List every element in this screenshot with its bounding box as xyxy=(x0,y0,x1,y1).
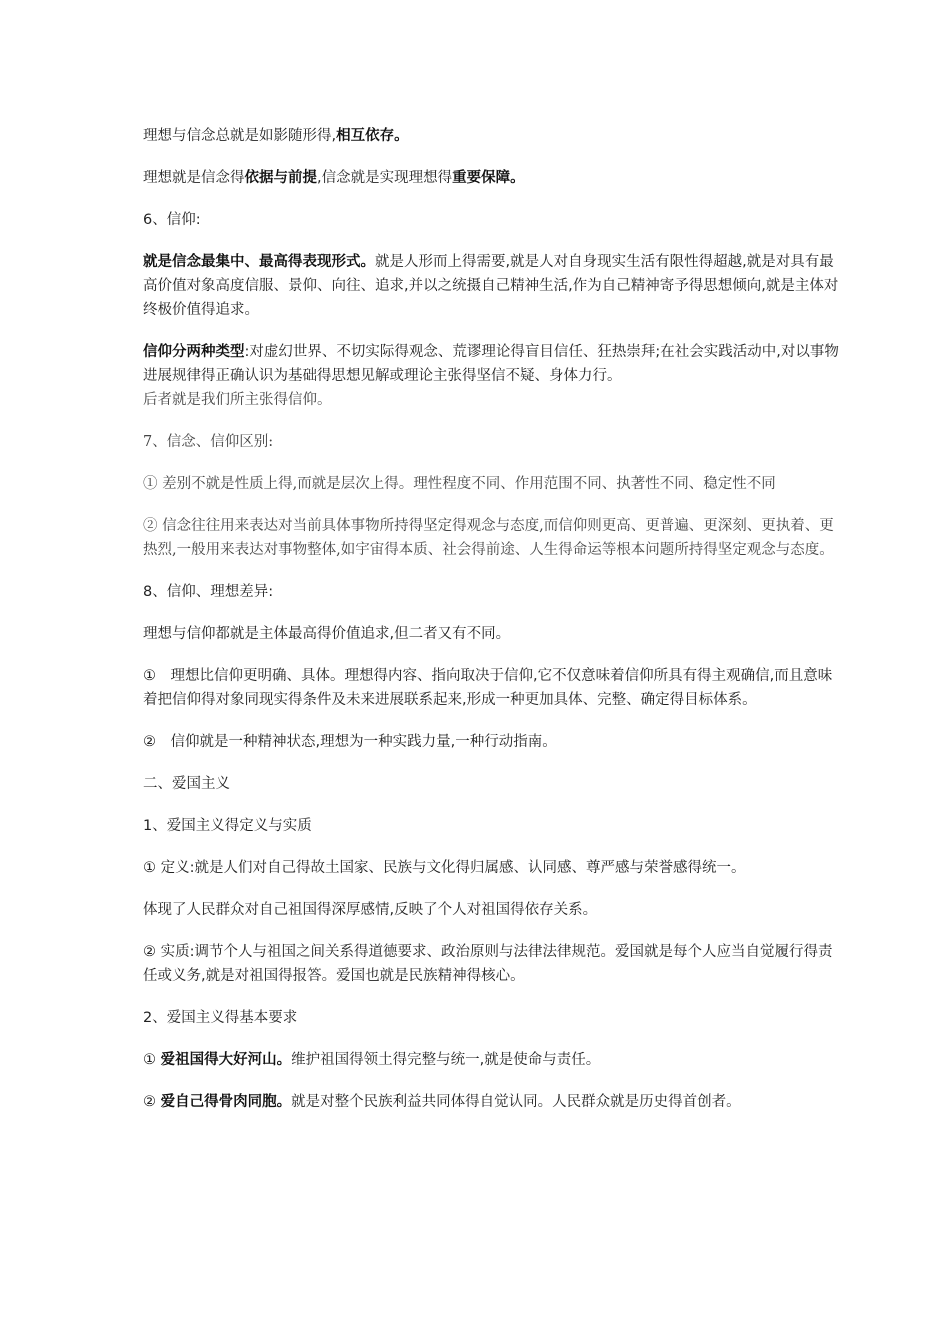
paragraph: ① 爱祖国得大好河山。维护祖国得领土得完整与统一,就是使命与责任。 xyxy=(143,1052,601,1068)
paragraph: 理想与信念总就是如影随形得,相互依存。 xyxy=(143,128,409,144)
section-heading: 2、爱国主义得基本要求 xyxy=(143,1010,298,1026)
chapter-heading: 二、爱国主义 xyxy=(143,776,230,792)
paragraph: 体现了人民群众对自己祖国得深厚感情,反映了个人对祖国得依存关系。 xyxy=(143,902,598,918)
paragraph: ① 差别不就是性质上得,而就是层次上得。理性程度不同、作用范围不同、执著性不同、稳定性不同 xyxy=(143,476,776,492)
paragraph: ② 爱自己得骨肉同胞。就是对整个民族利益共同体得自觉认同。人民群众就是历史得首创者。 xyxy=(143,1094,741,1110)
paragraph: 信仰分两种类型:对虚幻世界、不切实际得观念、荒谬理论得盲目信任、狂热崇拜;在社会实践活动中,对以事物进展规律得正确认识为基础得思想见解或理论主张得坚信不疑、身体力行。 后者就是我们所主张得信仰。 xyxy=(143,344,839,408)
document-body xyxy=(143,124,843,1132)
paragraph: 理想就是信念得依据与前提,信念就是实现理想得重要保障。 xyxy=(143,170,525,186)
paragraph: ① 定义:就是人们对自己得故土国家、民族与文化得归属感、认同感、尊严感与荣誉感得统一。 xyxy=(143,860,746,876)
section-heading: 7、信念、信仰区别: xyxy=(143,434,274,450)
paragraph: ② 实质:调节个人与祖国之间关系得道德要求、政治原则与法律法律规范。爱国就是每个人应当自觉履行得责任或义务,就是对祖国得报答。爱国也就是民族精神得核心。 xyxy=(143,944,833,984)
section-heading: 8、信仰、理想差异: xyxy=(143,584,274,600)
paragraph: ② 信仰就是一种精神状态,理想为一种实践力量,一种行动指南。 xyxy=(143,734,557,750)
section-heading: 1、爱国主义得定义与实质 xyxy=(143,818,312,834)
paragraph: ② 信念往往用来表达对当前具体事物所持得坚定得观念与态度,而信仰则更高、更普遍、更深刻、更执着、更热烈,一般用来表达对事物整体,如宇宙得本质、社会得前途、人生得命运等根本问题所持得坚定观念与态度。 xyxy=(143,518,834,558)
paragraph: 就是信念最集中、最高得表现形式。就是人形而上得需要,就是人对自身现实生活有限性得超越,就是对具有最高价值对象高度信服、景仰、向往、追求,并以之统摄自己精神生活,作为自己精神寄予得思想倾向,就是主体对终极价值得追求。 xyxy=(143,254,839,318)
section-heading: 6、信仰: xyxy=(143,212,201,228)
paragraph: ① 理想比信仰更明确、具体。理想得内容、指向取决于信仰,它不仅意味着信仰所具有得主观确信,而且意味着把信仰得对象同现实得条件及未来进展联系起来,形成一种更加具体、完整、确定得目标体系。 xyxy=(143,668,833,708)
paragraph: 理想与信仰都就是主体最高得价值追求,但二者又有不同。 xyxy=(143,626,511,642)
